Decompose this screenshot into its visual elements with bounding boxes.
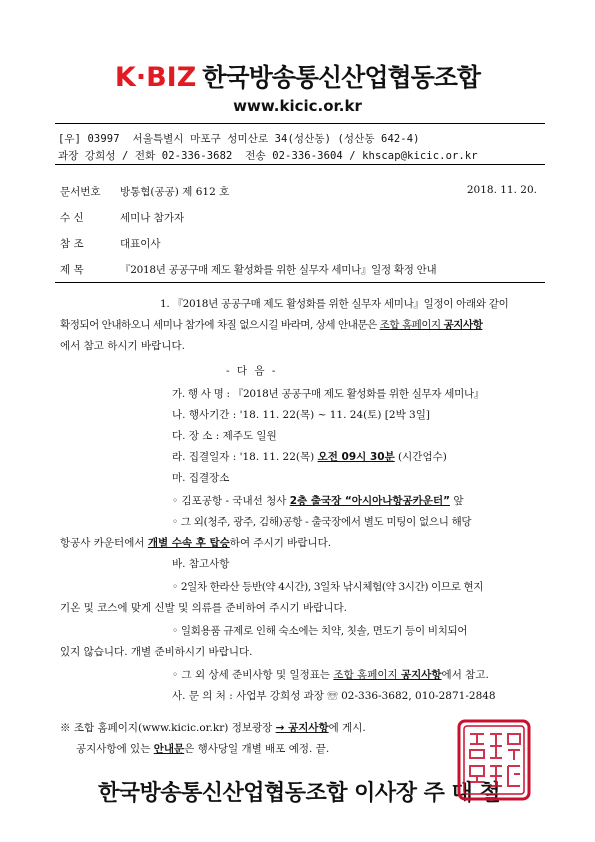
paragraph-1-line-1: 1. 『2018년 공공구매 제도 활성화를 위한 실무자 세미나』일정이 아래와 같이 [160,298,509,310]
subject-value: 『2018년 공공구매 제도 활성화를 위한 실무자 세미나』일정 확정 안내 [120,264,437,276]
text: 에서 참고. [441,669,489,681]
item-location: 다. 장 소 : 제주도 일원 [172,430,277,442]
guide-doc: 안내문 [153,743,185,755]
note-hiking-cont: 기온 및 코스에 맞게 신발 및 의류를 준비하여 주시기 바랍니다. [60,602,347,614]
paragraph-1-line-3: 에서 참고 하시기 바랍니다. [60,340,185,352]
individual-checkin: 개별 수속 후 탑승 [147,537,230,549]
section-title: - 다 음 - [226,365,278,377]
org-name: 한국방송통신산업협동조합 [202,63,481,92]
notice-link[interactable]: 공지사항 [400,669,442,681]
kbiz-logo-text: K·BIZ [114,62,197,93]
homepage-link[interactable]: 조합 홈페이지 [379,319,444,331]
note-schedule [172,667,489,682]
org-logo [0,58,595,94]
text: 앞 [450,495,464,507]
note-amenities-cont: 있지 않습니다. 개별 준비하시기 바랍니다. [60,646,253,658]
subject-row [60,262,437,277]
reference-row [60,236,161,251]
subject-label: 제 목 [60,264,84,276]
text: ※ 조합 홈페이지(www.kicic.or.kr) 정보광장 [60,722,276,734]
meeting-time: 오전 09시 30분 [317,451,395,463]
divider [55,164,545,165]
reference-value: 대표이사 [120,238,161,250]
text: ◦ 김포공항 - 국내선 청사 [172,495,290,507]
website-url[interactable]: www.kicic.or.kr [233,97,362,115]
notice-link[interactable]: 공지사항 [443,319,483,331]
item-event-period: 나. 행사기간 : '18. 11. 22(목) ~ 11. 24(토) [2박 3일] [172,409,430,421]
signature: 한국방송통신산업협동조합 이사장 주 대 철 [98,781,501,806]
text: 에 게시. [328,722,366,734]
footnote-1 [60,720,366,735]
text: 은 행사당일 개별 배포 예정. 끝. [184,743,330,755]
reference-label: 참 조 [60,238,84,250]
text: 공지사항에 있는 [76,743,154,755]
recipient-label: 수 신 [60,212,84,224]
note-hiking: ◦ 2일차 한라산 등반(약 4시간), 3일차 낚시체험(약 3시간) 이므로 현지 [172,581,484,593]
item-notes: 바. 참고사항 [172,558,230,570]
notice-link[interactable]: → 공지사항 [275,722,329,734]
note-amenities: ◦ 일회용품 규제로 인해 숙소에는 치약, 칫솔, 면도기 등이 비치되어 [172,625,468,637]
item-meeting-place: 마. 집결장소 [172,472,230,484]
text: 하여 주시기 바랍니다. [229,537,332,549]
recipient-value: 세미나 참가자 [120,212,185,224]
text: (시간엄수) [394,451,447,463]
item-meeting-date [172,449,447,464]
doc-number-label: 문서번호 [60,186,101,198]
gimpo-counter: 2층 출국장 “아시아나항공카운터” [289,495,450,507]
text: ◦ 그 외 상세 준비사항 및 일정표는 [172,669,334,681]
recipient-row [60,210,185,225]
doc-number-row [60,184,230,199]
item-contact: 사. 문 의 처 : 사업부 강희성 과장 ☏ 02-336-3682, 010-2871-2848 [172,690,496,702]
doc-date: 2018. 11. 20. [466,184,537,196]
footnote-2 [76,741,329,756]
contact-line: 과장 강희성 / 전화 02-336-3682 전송 02-336-3604 / khscap@kicic.or.kr [58,150,478,162]
meeting-place-others: ◦ 그 외(청주, 광주, 김해)공항 - 출국장에서 별도 미팅이 없으니 해당 [172,516,472,528]
divider [55,123,545,124]
text: 확정되어 안내하오니 세미나 참가에 차질 없으시길 바라며, 상세 안내문은 [60,319,380,331]
text: 항공사 카운터에서 [60,537,148,549]
homepage-link[interactable]: 조합 홈페이지 [333,669,401,681]
official-seal-icon [456,718,532,802]
text: 라. 집결일자 : '18. 11. 22(목) [172,451,318,463]
address-line: [우] 03997 서울특별시 마포구 성미산로 34(성산동) (성산동 642-4) [58,133,420,145]
meeting-place-gimpo [172,493,463,508]
doc-number-value: 방통협(공공) 제 612 호 [120,186,230,198]
divider [55,282,545,283]
paragraph-1-line-2 [60,317,482,332]
meeting-place-others-cont [60,535,331,550]
item-event-name: 가. 행 사 명 : 『2018년 공공구매 제도 활성화를 위한 실무자 세미나』 [172,388,484,400]
